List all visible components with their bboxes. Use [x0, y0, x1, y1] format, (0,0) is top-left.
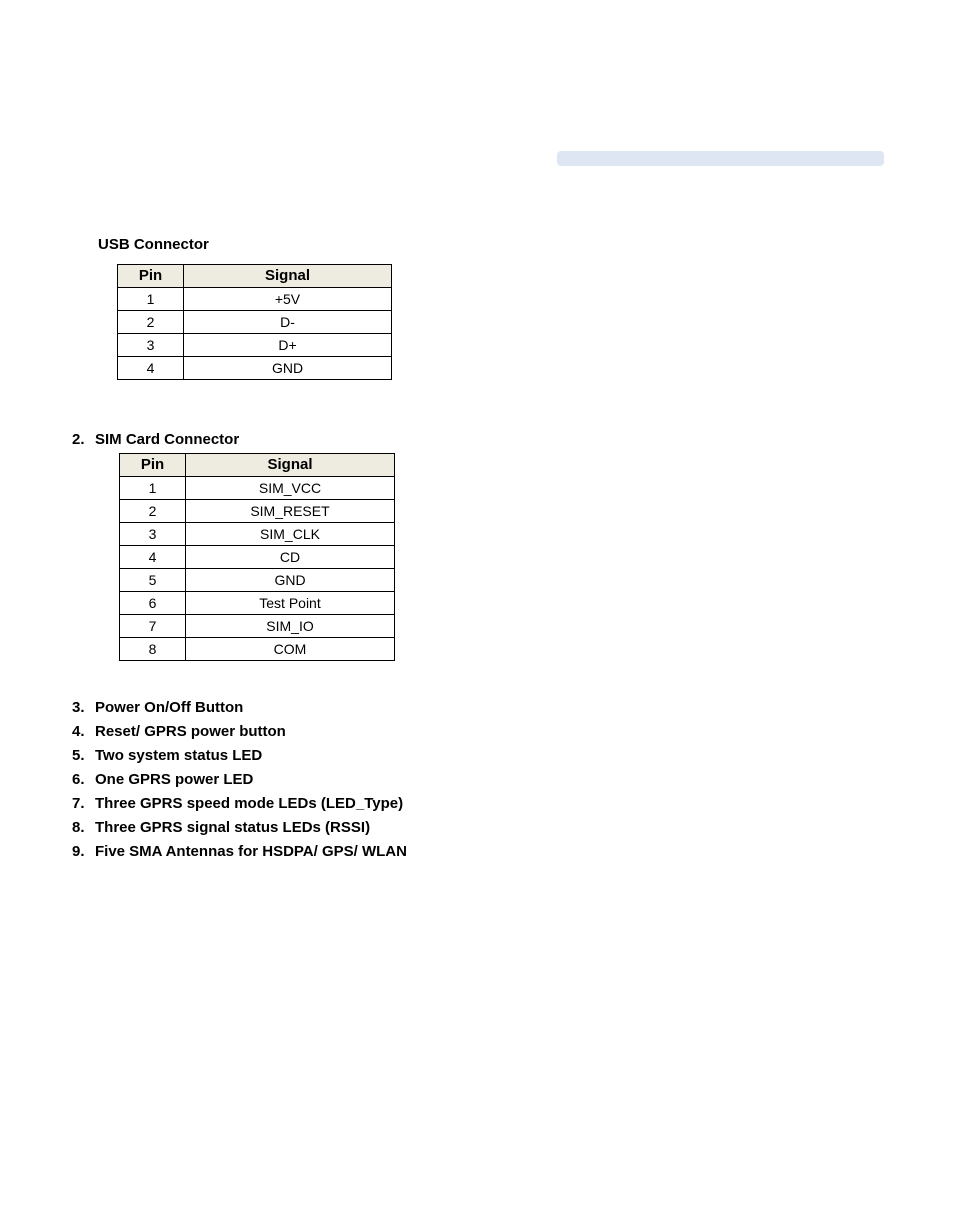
item-text: One GPRS power LED — [95, 771, 254, 788]
table-row — [118, 357, 392, 380]
usb-connector-title: USB Connector — [98, 236, 209, 253]
table-row — [118, 334, 392, 357]
pin-header: Pin — [120, 454, 186, 477]
pin-cell: 7 — [120, 615, 186, 638]
pin-cell: 8 — [120, 638, 186, 661]
signal-cell: SIM_CLK — [186, 523, 395, 546]
pin-cell: 2 — [120, 500, 186, 523]
sim-section-label: SIM Card Connector — [95, 431, 240, 448]
signal-cell: SIM_IO — [186, 615, 395, 638]
table-header-row — [120, 454, 395, 477]
list-item — [72, 723, 407, 747]
table-row — [118, 311, 392, 334]
sim-pin-table — [119, 453, 395, 661]
table-row — [120, 500, 395, 523]
item-text: Three GPRS signal status LEDs (RSSI) — [95, 819, 371, 836]
table-row — [120, 569, 395, 592]
item-number: 5. — [72, 747, 85, 764]
item-text: Five SMA Antennas for HSDPA/ GPS/ WLAN — [95, 843, 407, 860]
signal-cell: COM — [186, 638, 395, 661]
table-header-row — [118, 265, 392, 288]
table-row — [120, 477, 395, 500]
item-number: 7. — [72, 795, 85, 812]
item-text: Power On/Off Button — [95, 699, 244, 716]
item-number: 6. — [72, 771, 85, 788]
feature-list — [72, 699, 407, 867]
list-item — [72, 795, 407, 819]
signal-cell: SIM_RESET — [186, 500, 395, 523]
signal-cell: D+ — [184, 334, 392, 357]
item-text: Three GPRS speed mode LEDs (LED_Type) — [95, 795, 404, 812]
list-item — [72, 819, 407, 843]
sim-section-number: 2. — [72, 431, 85, 448]
table-row — [118, 288, 392, 311]
table-row — [120, 638, 395, 661]
usb-pin-table — [117, 264, 392, 380]
signal-cell: +5V — [184, 288, 392, 311]
table-row — [120, 546, 395, 569]
pin-cell: 4 — [120, 546, 186, 569]
pin-cell: 5 — [120, 569, 186, 592]
signal-cell: Test Point — [186, 592, 395, 615]
list-item — [72, 699, 407, 723]
signal-cell: GND — [184, 357, 392, 380]
pin-header: Pin — [118, 265, 184, 288]
signal-cell: D- — [184, 311, 392, 334]
table-row — [120, 592, 395, 615]
pin-cell: 3 — [120, 523, 186, 546]
sim-connector-title — [72, 431, 239, 449]
list-item — [72, 747, 407, 771]
pin-cell: 4 — [118, 357, 184, 380]
pin-cell: 6 — [120, 592, 186, 615]
table-row — [120, 523, 395, 546]
list-item — [72, 771, 407, 795]
pin-cell: 1 — [120, 477, 186, 500]
list-item — [72, 843, 407, 867]
item-text: Reset/ GPRS power button — [95, 723, 286, 740]
signal-cell: GND — [186, 569, 395, 592]
item-number: 4. — [72, 723, 85, 740]
pin-cell: 1 — [118, 288, 184, 311]
item-number: 8. — [72, 819, 85, 836]
signal-cell: SIM_VCC — [186, 477, 395, 500]
table-row — [120, 615, 395, 638]
pin-cell: 2 — [118, 311, 184, 334]
signal-header: Signal — [186, 454, 395, 477]
item-number: 9. — [72, 843, 85, 860]
header-bar — [557, 151, 884, 166]
item-number: 3. — [72, 699, 85, 716]
signal-cell: CD — [186, 546, 395, 569]
item-text: Two system status LED — [95, 747, 263, 764]
signal-header: Signal — [184, 265, 392, 288]
pin-cell: 3 — [118, 334, 184, 357]
